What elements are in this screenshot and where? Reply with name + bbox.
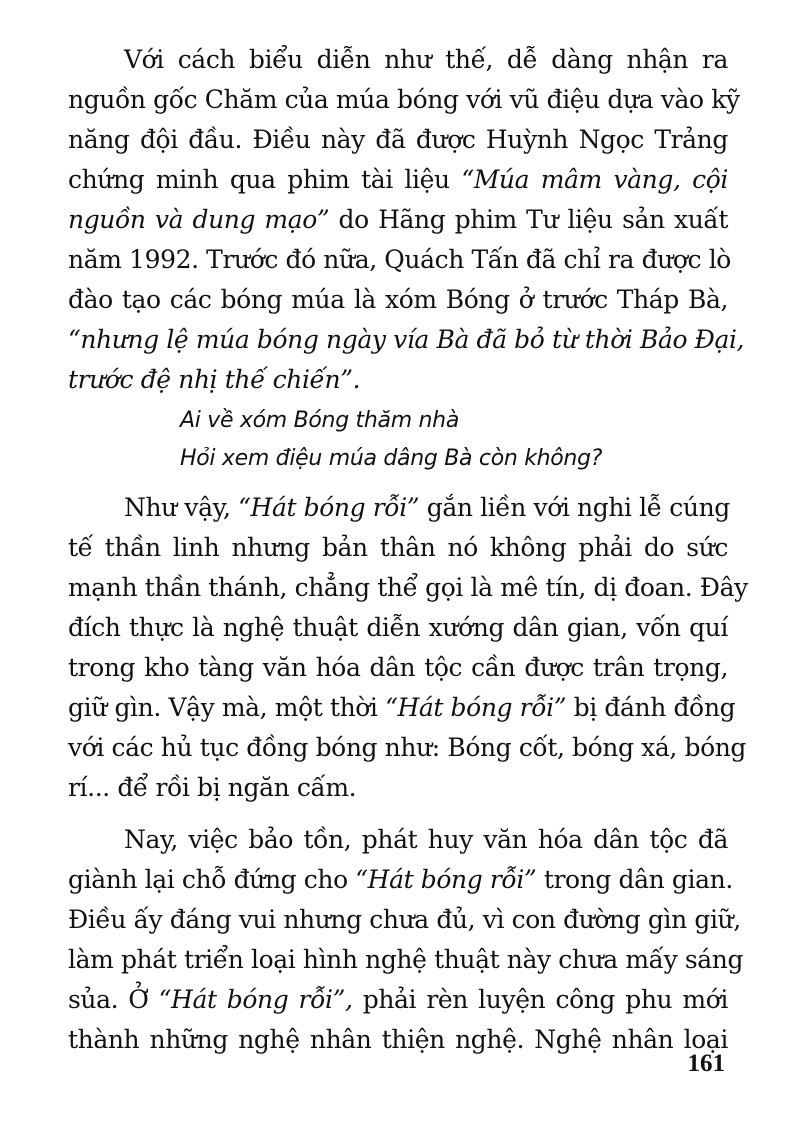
text-line: nguồn và dung mạo” do Hãng phim Tư liệu sản xuất bbox=[68, 205, 728, 234]
text-line: năm 1992. Trước đó nữa, Quách Tấn đã chỉ ra được lò bbox=[68, 245, 731, 274]
text-line: với các hủ tục đồng bóng như: Bóng cốt, bóng xá, bóng bbox=[68, 733, 747, 762]
poem-line: Ai về xóm Bóng thăm nhà bbox=[180, 408, 460, 433]
text-line: chứng minh qua phim tài liệu “Múa mâm vàng, cội bbox=[68, 165, 728, 194]
text-line: giữ gìn. Vậy mà, một thời “Hát bóng rỗi” bị đánh đồng bbox=[68, 693, 736, 722]
italic-title: “Hát bóng rỗi” bbox=[238, 493, 420, 522]
text-line bbox=[68, 360, 728, 400]
paragraph-1 bbox=[68, 40, 745, 400]
text-line: sủa. Ở “Hát bóng rỗi”, phải rèn luyện công phu mới bbox=[68, 985, 728, 1014]
text-line: rí... để rồi bị ngăn cấm. bbox=[68, 773, 357, 802]
poem-line: Hỏi xem điệu múa dâng Bà còn không? bbox=[180, 446, 603, 471]
page-number: 161 bbox=[687, 1050, 725, 1077]
page-body bbox=[68, 40, 748, 1060]
text-line: năng đội đầu. Điều này đã được Huỳnh Ngọc Trảng bbox=[68, 125, 728, 154]
italic-title: nguồn và dung mạo” bbox=[68, 205, 330, 234]
text-line: Với cách biểu diễn như thế, dễ dàng nhận ra bbox=[124, 45, 728, 74]
italic-title: “Hát bóng rỗi”, bbox=[158, 985, 353, 1014]
text-line: nguồn gốc Chăm của múa bóng với vũ điệu dựa vào kỹ bbox=[68, 85, 740, 114]
text-line: đích thực là nghệ thuật diễn xướng dân gian, vốn quí bbox=[68, 613, 728, 642]
text-line: Điều ấy đáng vui nhưng chưa đủ, vì con đường gìn giữ, bbox=[68, 905, 741, 934]
text-line: giành lại chỗ đứng cho “Hát bóng rỗi” trong dân gian. bbox=[68, 865, 733, 894]
italic-title: “Hát bóng rỗi” bbox=[355, 865, 537, 894]
italic-quote: trước đệ nhị thế chiến”. bbox=[68, 365, 361, 394]
text-line: làm phát triển loại hình nghệ thuật này chưa mấy sáng bbox=[68, 945, 744, 974]
poem-verse bbox=[68, 402, 728, 478]
italic-title: “Hát bóng rỗi” bbox=[385, 693, 567, 722]
italic-quote: “nhưng lệ múa bóng ngày vía Bà đã bỏ từ thời Bảo Đại, bbox=[68, 325, 745, 354]
text-line: đào tạo các bóng múa là xóm Bóng ở trước Tháp Bà, bbox=[68, 285, 728, 314]
text-line: thành những nghệ nhân thiện nghệ. Nghệ nhân loại bbox=[68, 1025, 728, 1054]
text-line: tế thần linh nhưng bản thân nó không phải do sức bbox=[68, 533, 728, 562]
text-line: trong kho tàng văn hóa dân tộc cần được trân trọng, bbox=[68, 653, 728, 682]
text-line: mạnh thần thánh, chẳng thể gọi là mê tín, dị đoan. Đây bbox=[68, 573, 748, 602]
text-line: Nay, việc bảo tồn, phát huy văn hóa dân tộc đã bbox=[124, 825, 728, 854]
text-line: Như vậy, “Hát bóng rỗi” gắn liền với nghi lễ cúng bbox=[124, 493, 730, 522]
italic-title: “Múa mâm vàng, cội bbox=[461, 165, 728, 194]
text-line bbox=[68, 320, 745, 360]
paragraph-3 bbox=[68, 820, 744, 1060]
paragraph-2 bbox=[68, 488, 748, 808]
